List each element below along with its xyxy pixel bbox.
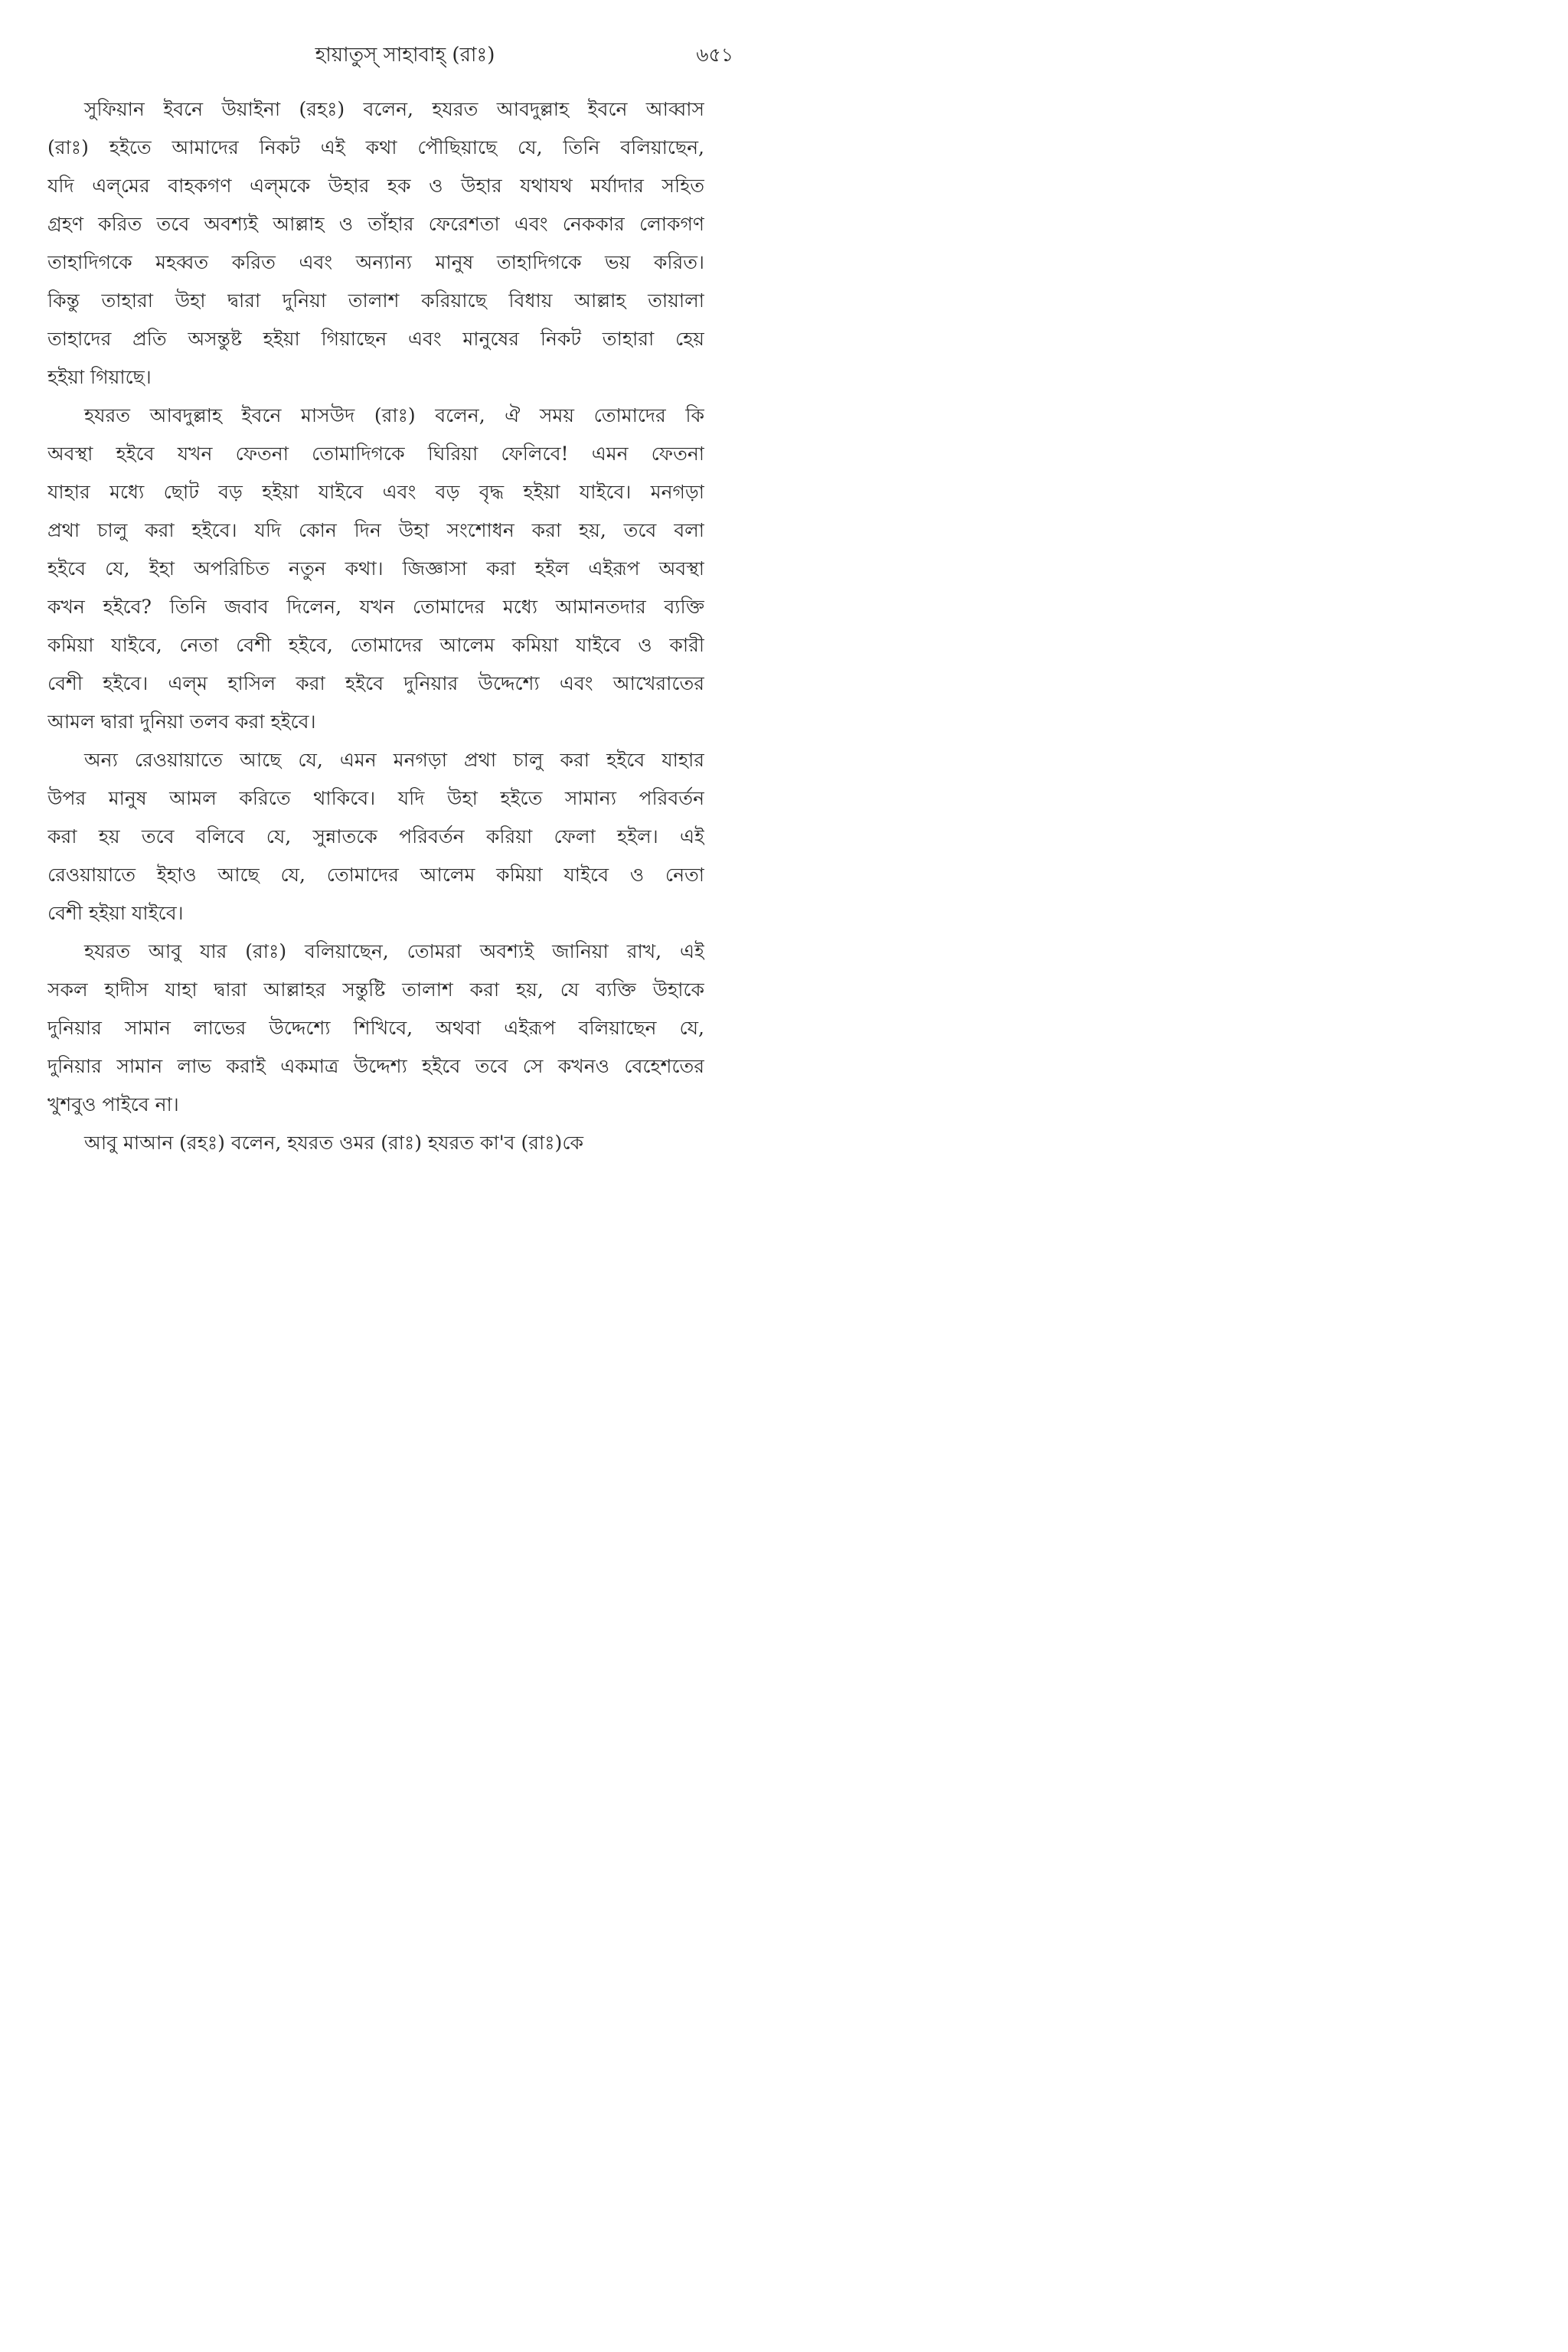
text-line: বেশী হইবে। এল্‌ম হাসিল করা হইবে দুনিয়ার উদ্দেশ্যে এবং আখেরাতের <box>47 672 704 694</box>
text-line: (রাঃ) হইতে আমাদের নিকট এই কথা পৌছিয়াছে যে, তিনি বলিয়াছেন, <box>47 136 704 158</box>
paragraph <box>47 397 704 741</box>
running-head <box>77 40 733 70</box>
paragraph <box>47 1124 704 1162</box>
text-line: প্রথা চালু করা হইবে। যদি কোন দিন উহা সংশোধন করা হয়, তবে বলা <box>47 519 704 541</box>
text-line: অবস্থা হইবে যখন ফেতনা তোমাদিগকে ঘিরিয়া ফেলিবে! এমন ফেতনা <box>47 443 704 465</box>
text-line: যাহার মধ্যে ছোট বড় হইয়া যাইবে এবং বড় বৃদ্ধ হইয়া যাইবে। মনগড়া <box>47 481 704 503</box>
text-line: হইবে যে, ইহা অপরিচিত নতুন কথা। জিজ্ঞাসা করা হইল এইরূপ অবস্থা <box>47 557 704 580</box>
text-line: দুনিয়ার সামান লাভ করাই একমাত্র উদ্দেশ্য হইবে তবে সে কখনও বেহেশতের <box>47 1055 704 1077</box>
text-line: গ্রহণ করিত তবে অবশ্যই আল্লাহ ও তাঁহার ফেরেশতা এবং নেককার লোকগণ <box>47 213 704 235</box>
body-text <box>47 90 704 1162</box>
text-line: কমিয়া যাইবে, নেতা বেশী হইবে, তোমাদের আলেম কমিয়া যাইবে ও কারী <box>47 634 704 656</box>
text-line: উপর মানুষ আমল করিতে থাকিবে। যদি উহা হইতে সামান্য পরিবর্তন <box>47 787 704 809</box>
text-line: হযরত আবু যার (রাঃ) বলিয়াছেন, তোমরা অবশ্যই জানিয়া রাখ, এই <box>84 940 704 962</box>
book-page <box>0 0 810 1200</box>
text-line: সকল হাদীস যাহা দ্বারা আল্লাহর সন্তুষ্টি তালাশ করা হয়, যে ব্যক্তি উহাকে <box>47 978 704 1001</box>
paragraph <box>47 741 704 933</box>
text-line: বেশী হইয়া যাইবে। <box>47 902 184 924</box>
paragraph <box>47 933 704 1124</box>
text-line: আবু মাআন (রহঃ) বলেন, হযরত ওমর (রাঃ) হযরত কা'ব (রাঃ)কে <box>84 1132 583 1154</box>
text-line: হইয়া গিয়াছে। <box>47 366 152 388</box>
paragraph <box>47 90 704 397</box>
text-line: সুফিয়ান ইবনে উয়াইনা (রহঃ) বলেন, হযরত আবদুল্লাহ ইবনে আব্বাস <box>84 98 704 120</box>
text-line: তাহাদের প্রতি অসন্তুষ্ট হইয়া গিয়াছেন এবং মানুষের নিকট তাহারা হেয় <box>47 328 704 350</box>
text-line: রেওয়ায়াতে ইহাও আছে যে, তোমাদের আলেম কমিয়া যাইবে ও নেতা <box>47 864 704 886</box>
text-line: করা হয় তবে বলিবে যে, সুন্নাতকে পরিবর্তন করিয়া ফেলা হইল। এই <box>47 825 704 848</box>
text-line: তাহাদিগকে মহব্বত করিত এবং অন্যান্য মানুষ তাহাদিগকে ভয় করিত। <box>47 251 704 273</box>
text-line: আমল দ্বারা দুনিয়া তলব করা হইবে। <box>47 710 316 733</box>
text-line: কিন্তু তাহারা উহা দ্বারা দুনিয়া তালাশ করিয়াছে বিধায় আল্লাহ তায়ালা <box>47 289 704 312</box>
text-line: হযরত আবদুল্লাহ ইবনে মাসউদ (রাঃ) বলেন, ঐ সময় তোমাদের কি <box>84 404 704 426</box>
text-line: দুনিয়ার সামান লাভের উদ্দেশ্যে শিখিবে, অথবা এইরূপ বলিয়াছেন যে, <box>47 1017 704 1039</box>
page-number: ৬৫১ <box>696 44 733 66</box>
text-line: খুশবুও পাইবে না। <box>47 1093 179 1116</box>
page-title: হায়াতুস্ সাহাবাহ্ (রাঃ) <box>315 44 495 67</box>
text-line: যদি এল্‌মের বাহকগণ এল্‌মকে উহার হক ও উহার যথাযথ মর্যাদার সহিত <box>47 175 704 197</box>
text-line: কখন হইবে? তিনি জবাব দিলেন, যখন তোমাদের মধ্যে আমানতদার ব্যক্তি <box>47 596 704 618</box>
text-line: অন্য রেওয়ায়াতে আছে যে, এমন মনগড়া প্রথা চালু করা হইবে যাহার <box>84 749 704 771</box>
